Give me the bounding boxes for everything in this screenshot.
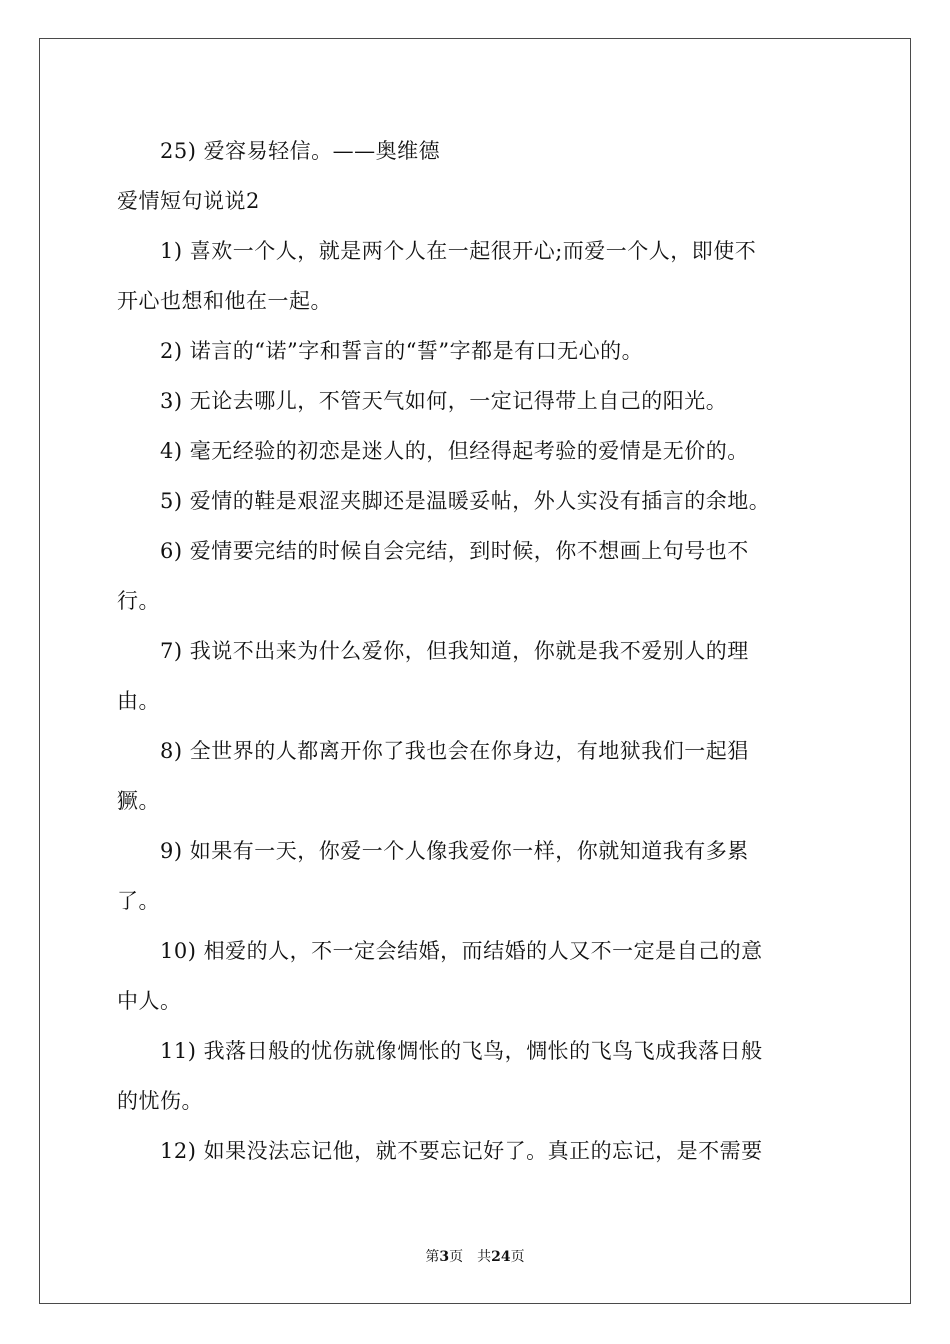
text-line: 的忧伤。	[117, 1089, 203, 1113]
page-suffix: 页	[449, 1249, 464, 1265]
text-line: 12) 如果没法忘记他，就不要忘记好了。真正的忘记，是不需要	[160, 1139, 763, 1163]
document-body	[117, 126, 835, 1176]
section-heading: 爱情短句说说2	[117, 189, 260, 213]
text-line: 獗。	[117, 789, 160, 813]
text-line: 由。	[117, 689, 160, 713]
text-line: 5) 爱情的鞋是艰涩夹脚还是温暖妥帖，外人实没有插言的余地。	[160, 489, 771, 513]
text-line: 4) 毫无经验的初恋是迷人的，但经得起考验的爱情是无价的。	[160, 439, 749, 463]
total-suffix: 页	[510, 1249, 525, 1265]
text-line: 1) 喜欢一个人，就是两个人在一起很开心;而爱一个人，即使不	[160, 239, 757, 263]
text-line: 2) 诺言的“诺”字和誓言的“誓”字都是有口无心的。	[160, 339, 644, 363]
text-line: 中人。	[117, 989, 182, 1013]
page-prefix: 第	[425, 1249, 440, 1265]
text-line: 行。	[117, 589, 160, 613]
text-line: 开心也想和他在一起。	[117, 289, 332, 313]
page-number: 3	[439, 1249, 450, 1265]
text-line: 了。	[117, 889, 160, 913]
text-line: 9) 如果有一天，你爱一个人像我爱你一样，你就知道我有多累	[160, 839, 749, 863]
text-line: 11) 我落日般的忧伤就像惆怅的飞鸟，惆怅的飞鸟飞成我落日般	[160, 1039, 763, 1063]
page-footer	[0, 1246, 950, 1266]
text-line: 7) 我说不出来为什么爱你，但我知道，你就是我不爱别人的理	[160, 639, 749, 663]
text-line: 10) 相爱的人，不一定会结婚，而结婚的人又不一定是自己的意	[160, 939, 763, 963]
total-pages: 24	[491, 1249, 511, 1265]
text-line: 8) 全世界的人都离开你了我也会在你身边，有地狱我们一起猖	[160, 739, 749, 763]
text-line: 3) 无论去哪儿，不管天气如何，一定记得带上自己的阳光。	[160, 389, 728, 413]
text-line: 6) 爱情要完结的时候自会完结，到时候，你不想画上句号也不	[160, 539, 749, 563]
total-prefix: 共	[477, 1249, 492, 1265]
text-line: 25) 爱容易轻信。——奥维德	[160, 139, 441, 163]
